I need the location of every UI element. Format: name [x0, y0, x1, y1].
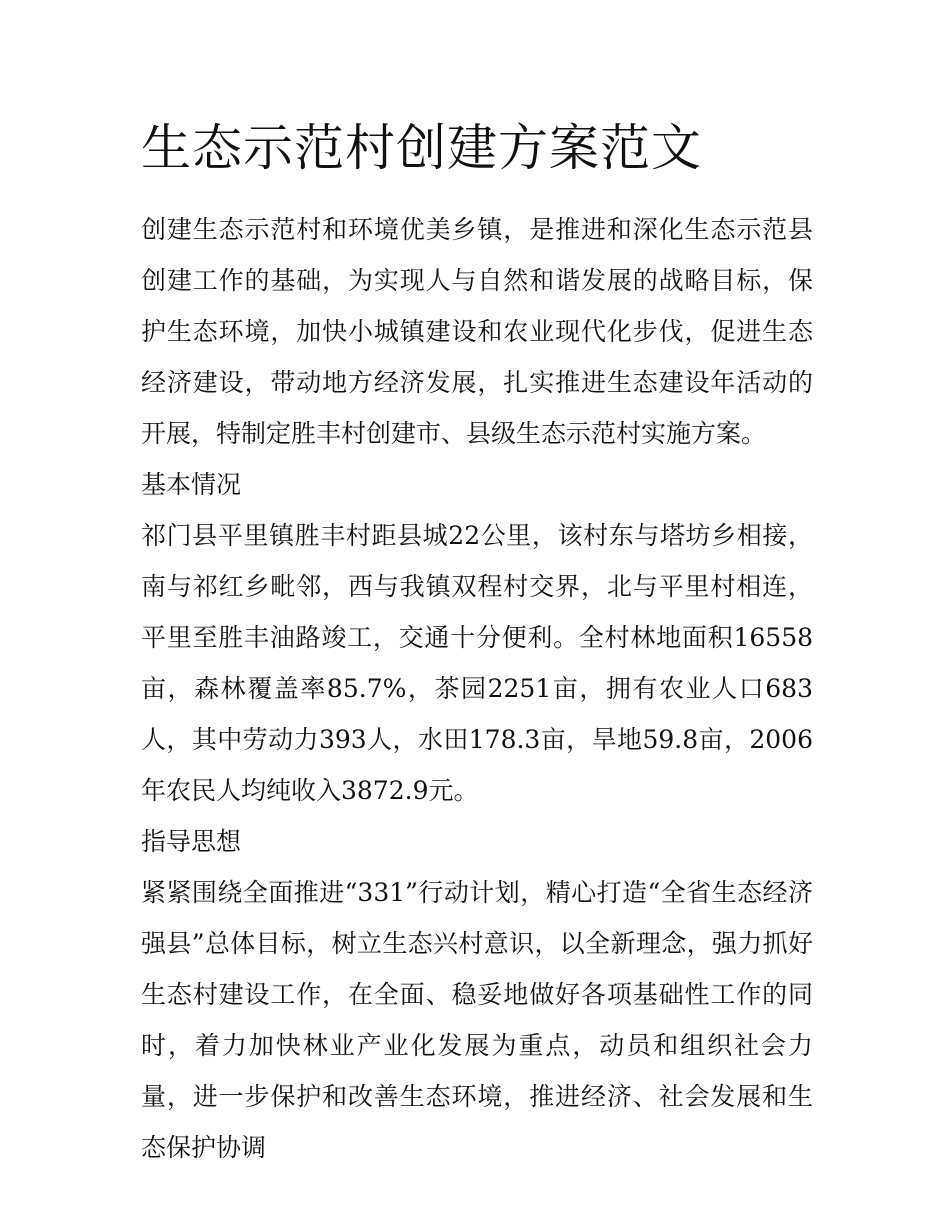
section-body-guiding-ideology: 紧紧围绕全面推进“331”行动计划，精心打造“全省生态经济强县”总体目标，树立生态兴村意识，以全新理念，强力抓好生态村建设工作，在全面、稳妥地做好各项基础性工作的同时，着力加快林业产业化发展为重点，动员和组织社会力量，进一步保护和改善生态环境，推进经济、社会发展和生态保护协调	[141, 878, 813, 1162]
document-content	[141, 116, 813, 1173]
document-title: 生态示范村创建方案范文	[141, 119, 702, 177]
intro-paragraph: 创建生态示范村和环境优美乡镇，是推进和深化生态示范县创建工作的基础，为实现人与自然和谐发展的战略目标，保护生态环境，加快小城镇建设和农业现代化步伐，促进生态经济建设，带动地方经济发展，扎实推进生态建设年活动的开展，特制定胜丰村创建市、县级生态示范村实施方案。	[141, 215, 813, 448]
section-heading-basic-info: 基本情况	[141, 470, 242, 499]
section-heading-guiding-ideology: 指导思想	[141, 827, 242, 856]
section-body-basic-info: 祁门县平里镇胜丰村距县城22公里，该村东与塔坊乡相接，南与祁红乡毗邻，西与我镇双程村交界，北与平里村相连，平里至胜丰油路竣工，交通十分便利。全村林地面积16558亩，森林覆盖率85.7%，茶园2251亩，拥有农业人口683人，其中劳动力393人，水田178.3亩，旱地59.8亩，2006年农民人均纯收入3872.9元。	[141, 521, 813, 805]
